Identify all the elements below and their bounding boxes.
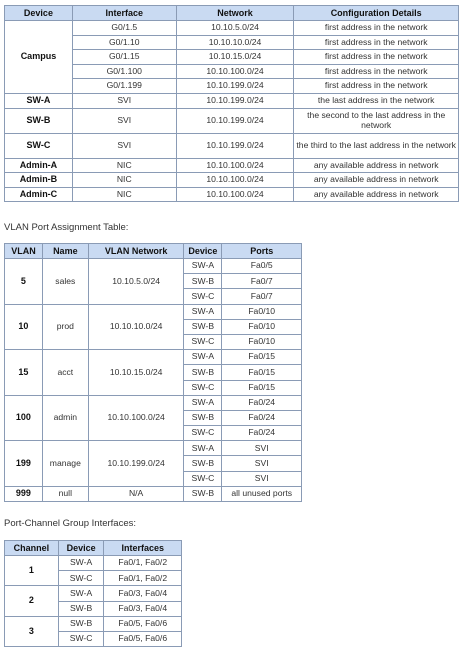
table-row	[5, 21, 459, 36]
ports-cell: Fa0/15	[222, 365, 302, 380]
interfaces-cell: Fa0/3, Fa0/4	[104, 601, 182, 616]
ports-cell: Fa0/10	[222, 334, 302, 349]
device-cell: SW-B	[184, 410, 222, 425]
interfaces-cell: Fa0/3, Fa0/4	[104, 586, 182, 601]
table-row	[5, 79, 459, 94]
details-cell: first address in the network	[294, 50, 459, 65]
ports-cell: Fa0/10	[222, 319, 302, 334]
interfaces-cell: Fa0/1, Fa0/2	[104, 571, 182, 586]
vlan-name-cell: null	[42, 486, 88, 501]
header-device: Device	[184, 244, 222, 259]
channel-table-caption: Port-Channel Group Interfaces:	[4, 518, 137, 529]
device-cell: SW-C	[58, 571, 104, 586]
table-header-row	[5, 244, 302, 259]
header-device: Device	[58, 541, 104, 556]
table-row	[5, 64, 459, 79]
ports-cell: Fa0/7	[222, 274, 302, 289]
device-cell: SW-C	[184, 334, 222, 349]
interfaces-cell: Fa0/5, Fa0/6	[104, 616, 182, 631]
details-cell: first address in the network	[294, 21, 459, 36]
vlan-network-cell: 10.10.10.0/24	[88, 304, 184, 350]
interface-cell: NIC	[72, 158, 176, 173]
network-cell: 10.10.199.0/24	[176, 93, 294, 108]
device-cell: SW-C	[58, 631, 104, 646]
network-cell: 10.10.100.0/24	[176, 64, 294, 79]
table-row	[5, 133, 459, 158]
device-cell: Campus	[5, 21, 73, 94]
table-row	[5, 259, 302, 274]
device-cell: SW-C	[184, 426, 222, 441]
details-cell: first address in the network	[294, 35, 459, 50]
channel-id-cell: 1	[5, 556, 59, 586]
device-cell: Admin-A	[5, 158, 73, 173]
table-row	[5, 187, 459, 202]
details-cell: the last address in the network	[294, 93, 459, 108]
vlan-id-cell: 999	[5, 486, 43, 501]
device-cell: SW-A	[184, 441, 222, 456]
device-cell: SW-B	[5, 108, 73, 133]
header-device: Device	[5, 6, 73, 21]
vlan-name-cell: prod	[42, 304, 88, 350]
channel-id-cell: 2	[5, 586, 59, 616]
table-row	[5, 158, 459, 173]
device-cell: SW-C	[184, 471, 222, 486]
interface-cell: NIC	[72, 187, 176, 202]
table-row	[5, 50, 459, 65]
device-cell: SW-C	[184, 289, 222, 304]
device-cell: SW-B	[184, 365, 222, 380]
table-row	[5, 350, 302, 365]
port-channel-table	[4, 540, 182, 647]
network-cell: 10.10.100.0/24	[176, 187, 294, 202]
vlan-network-cell: 10.10.100.0/24	[88, 395, 184, 441]
vlan-network-cell: 10.10.5.0/24	[88, 259, 184, 305]
details-cell: first address in the network	[294, 64, 459, 79]
ports-cell: SVI	[222, 456, 302, 471]
device-cell: SW-B	[184, 486, 222, 501]
ports-cell: Fa0/15	[222, 350, 302, 365]
ports-cell: Fa0/7	[222, 289, 302, 304]
ports-cell: Fa0/24	[222, 426, 302, 441]
details-cell: the second to the last address in the network	[294, 108, 459, 133]
header-configuration-details: Configuration Details	[294, 6, 459, 21]
network-cell: 10.10.199.0/24	[176, 108, 294, 133]
device-cell: SW-A	[184, 259, 222, 274]
table-row	[5, 173, 459, 188]
interface-cell: SVI	[72, 93, 176, 108]
table-row	[5, 395, 302, 410]
vlan-name-cell: acct	[42, 350, 88, 396]
vlan-id-cell: 199	[5, 441, 43, 487]
table-header-row	[5, 541, 182, 556]
device-cell: SW-A	[58, 586, 104, 601]
interface-cell: G0/1.5	[72, 21, 176, 36]
details-cell: any available address in network	[294, 187, 459, 202]
header-channel: Channel	[5, 541, 59, 556]
header-ports: Ports	[222, 244, 302, 259]
vlan-table-caption: VLAN Port Assignment Table:	[4, 222, 129, 233]
header-network: Network	[176, 6, 294, 21]
vlan-id-cell: 100	[5, 395, 43, 441]
device-cell: SW-C	[184, 380, 222, 395]
device-cell: SW-A	[58, 556, 104, 571]
header-name: Name	[42, 244, 88, 259]
interface-cell: NIC	[72, 173, 176, 188]
table-row	[5, 586, 182, 601]
ports-cell: Fa0/15	[222, 380, 302, 395]
vlan-network-cell: 10.10.15.0/24	[88, 350, 184, 396]
ports-cell: Fa0/24	[222, 410, 302, 425]
device-cell: SW-B	[184, 456, 222, 471]
details-cell: the third to the last address in the network	[294, 133, 459, 158]
device-cell: SW-B	[58, 601, 104, 616]
network-cell: 10.10.100.0/24	[176, 173, 294, 188]
device-cell: SW-C	[5, 133, 73, 158]
details-cell: first address in the network	[294, 79, 459, 94]
interfaces-cell: Fa0/5, Fa0/6	[104, 631, 182, 646]
details-cell: any available address in network	[294, 158, 459, 173]
vlan-id-cell: 15	[5, 350, 43, 396]
header-interface: Interface	[72, 6, 176, 21]
channel-id-cell: 3	[5, 616, 59, 646]
table-row	[5, 108, 459, 133]
interface-cell: G0/1.10	[72, 35, 176, 50]
table-header-row	[5, 6, 459, 21]
table-row	[5, 556, 182, 571]
ports-cell: Fa0/5	[222, 259, 302, 274]
device-cell: SW-A	[184, 395, 222, 410]
vlan-id-cell: 10	[5, 304, 43, 350]
network-cell: 10.10.100.0/24	[176, 158, 294, 173]
device-cell: SW-B	[184, 274, 222, 289]
device-cell: SW-A	[184, 304, 222, 319]
interfaces-cell: Fa0/1, Fa0/2	[104, 556, 182, 571]
vlan-network-cell: N/A	[88, 486, 184, 501]
device-cell: Admin-C	[5, 187, 73, 202]
network-cell: 10.10.199.0/24	[176, 133, 294, 158]
ports-cell: SVI	[222, 471, 302, 486]
vlan-id-cell: 5	[5, 259, 43, 305]
addressing-table	[4, 5, 459, 202]
ports-cell: all unused ports	[222, 486, 302, 501]
details-cell: any available address in network	[294, 173, 459, 188]
interface-cell: G0/1.100	[72, 64, 176, 79]
vlan-network-cell: 10.10.199.0/24	[88, 441, 184, 487]
table-row	[5, 35, 459, 50]
interface-cell: SVI	[72, 133, 176, 158]
header-interfaces: Interfaces	[104, 541, 182, 556]
interface-cell: SVI	[72, 108, 176, 133]
header-vlan-network: VLAN Network	[88, 244, 184, 259]
device-cell: SW-B	[58, 616, 104, 631]
vlan-name-cell: manage	[42, 441, 88, 487]
ports-cell: Fa0/10	[222, 304, 302, 319]
vlan-port-assignment-table	[4, 243, 302, 502]
header-vlan: VLAN	[5, 244, 43, 259]
table-row	[5, 616, 182, 631]
interface-cell: G0/1.15	[72, 50, 176, 65]
table-row	[5, 93, 459, 108]
ports-cell: SVI	[222, 441, 302, 456]
ports-cell: Fa0/24	[222, 395, 302, 410]
device-cell: Admin-B	[5, 173, 73, 188]
device-cell: SW-A	[5, 93, 73, 108]
network-cell: 10.10.10.0/24	[176, 35, 294, 50]
device-cell: SW-A	[184, 350, 222, 365]
table-row	[5, 486, 302, 501]
table-row	[5, 441, 302, 456]
network-cell: 10.10.5.0/24	[176, 21, 294, 36]
interface-cell: G0/1.199	[72, 79, 176, 94]
table-row	[5, 304, 302, 319]
device-cell: SW-B	[184, 319, 222, 334]
vlan-name-cell: admin	[42, 395, 88, 441]
network-cell: 10.10.199.0/24	[176, 79, 294, 94]
network-cell: 10.10.15.0/24	[176, 50, 294, 65]
vlan-name-cell: sales	[42, 259, 88, 305]
